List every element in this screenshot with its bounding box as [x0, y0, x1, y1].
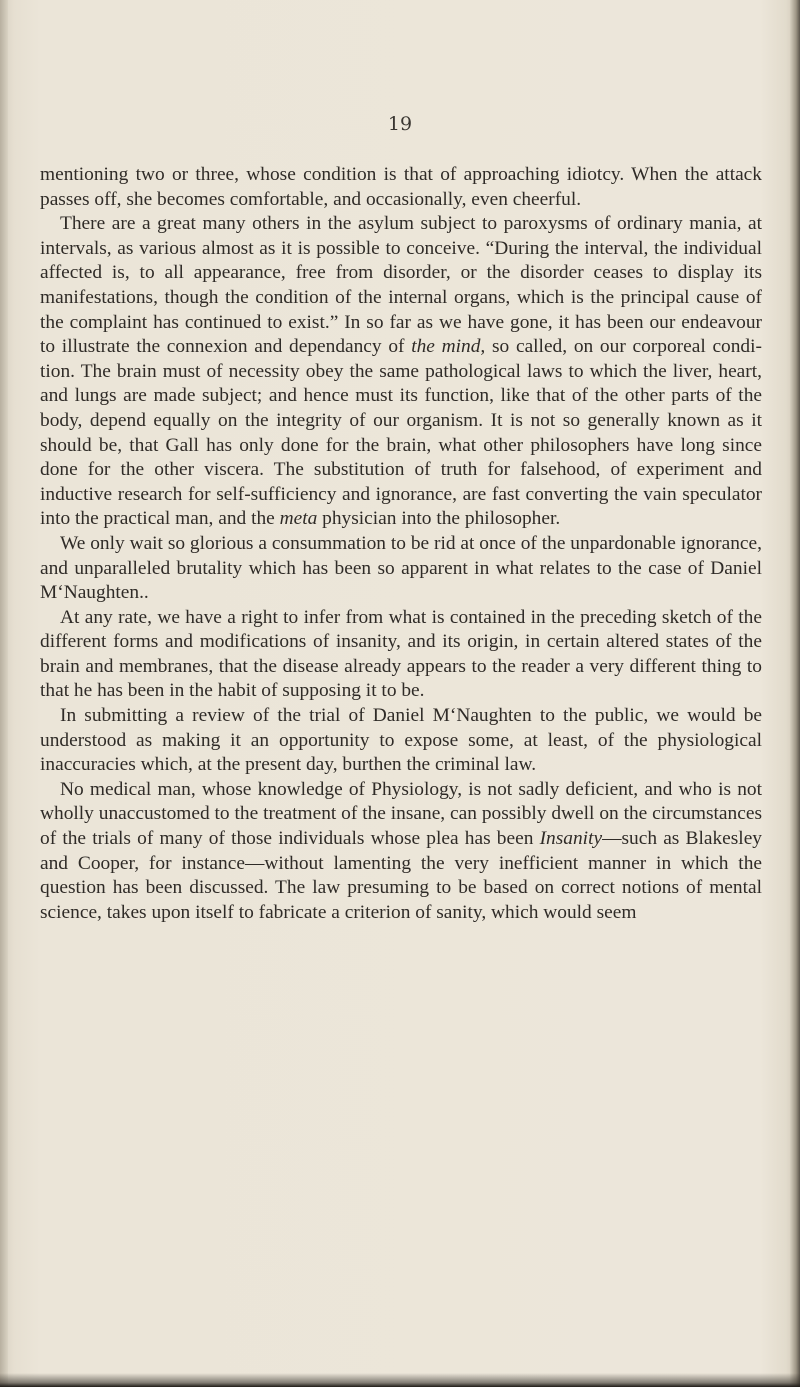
paragraph	[40, 704, 762, 778]
italic-text: the mind,	[411, 336, 486, 358]
text-segment: In submitting a review of the trial of Daniel M‘Naughten to the public, we would be understood as making it an opportunity to expose some, at least, of the physiological inaccuracies which, at the present day, burthen the criminal law.	[40, 705, 762, 776]
text-segment: We only wait so glorious a consummation to be rid at once of the unpardonable ignorance, and unparalleled brutality which has been so apparent in what relates to the case of Daniel M‘Naughten..	[40, 532, 762, 604]
italic-text: meta	[279, 508, 318, 530]
text-segment: —such as Blakesley and Cooper, for instance—without lamenting the very inefficient manner in which the question has been discussed. The law presuming to be based on correct notions of mental science, takes upon itself to fabricate a criterion of sanity, which would seem	[40, 828, 762, 923]
page-number: 19	[387, 113, 413, 135]
page-left-edge	[0, 0, 8, 1387]
paragraph	[40, 532, 762, 606]
text-segment: There are a great many others in the asylum subject to paroxysms of ordinary mania, at intervals, as various almost as it is possible to conceive. “During the interval, the individual affected is, to all appearance, free from disorder, or the disorder ceases to display its manifestations, though the condition of the internal organs, which is the principal cause of the complaint has continued to exist.” In so far as we have gone, it has been our endeavour to illustrate the connexion and dependancy of	[40, 213, 762, 358]
paragraph	[40, 212, 762, 532]
text-segment: No medical man, whose knowledge of Physiology, is not sadly deficient, and who is not wholly unaccustomed to the treatment of the insane, can possibly dwell on the circumstances of the trials of many of those individuals whose plea has been	[40, 778, 762, 850]
text-segment: so called, on our corporeal condition. The brain must of necessity obey the same pathological laws to which the liver, heart, and lungs are made subject; and hence must its function, like that of the other parts of the body, depend equally on the integrity of our organism. It is not so generally known as it should be, that Gall has only done for the brain, what other philosophers have long since done for the other viscera. The substitution of truth for falsehood, of experiment and inductive research for self-sufficiency and ignorance, are fast converting the vain speculator into the practical man, and the	[40, 336, 762, 530]
text-segment: mentioning two or three, whose condition is that of approaching idiotcy. When the attack passes off, she becomes comfortable, and occasionally, even cheerful.	[40, 164, 762, 210]
page-right-edge	[790, 0, 800, 1387]
paragraph	[40, 163, 762, 212]
text-segment: At any rate, we have a right to infer from what is contained in the preceding sketch of the different forms and modifications of insanity, and its origin, in certain altered states of the brain and membranes, that the disease already appears to the reader a very different thing to that he has been in the habit of supposing it to be.	[40, 606, 762, 702]
body-text	[40, 163, 762, 925]
paragraph	[40, 606, 762, 704]
paragraph	[40, 778, 762, 926]
page-bottom-shadow	[0, 1373, 800, 1387]
italic-text: Insanity	[539, 828, 603, 850]
text-segment: physician into the philosopher.	[317, 508, 561, 530]
